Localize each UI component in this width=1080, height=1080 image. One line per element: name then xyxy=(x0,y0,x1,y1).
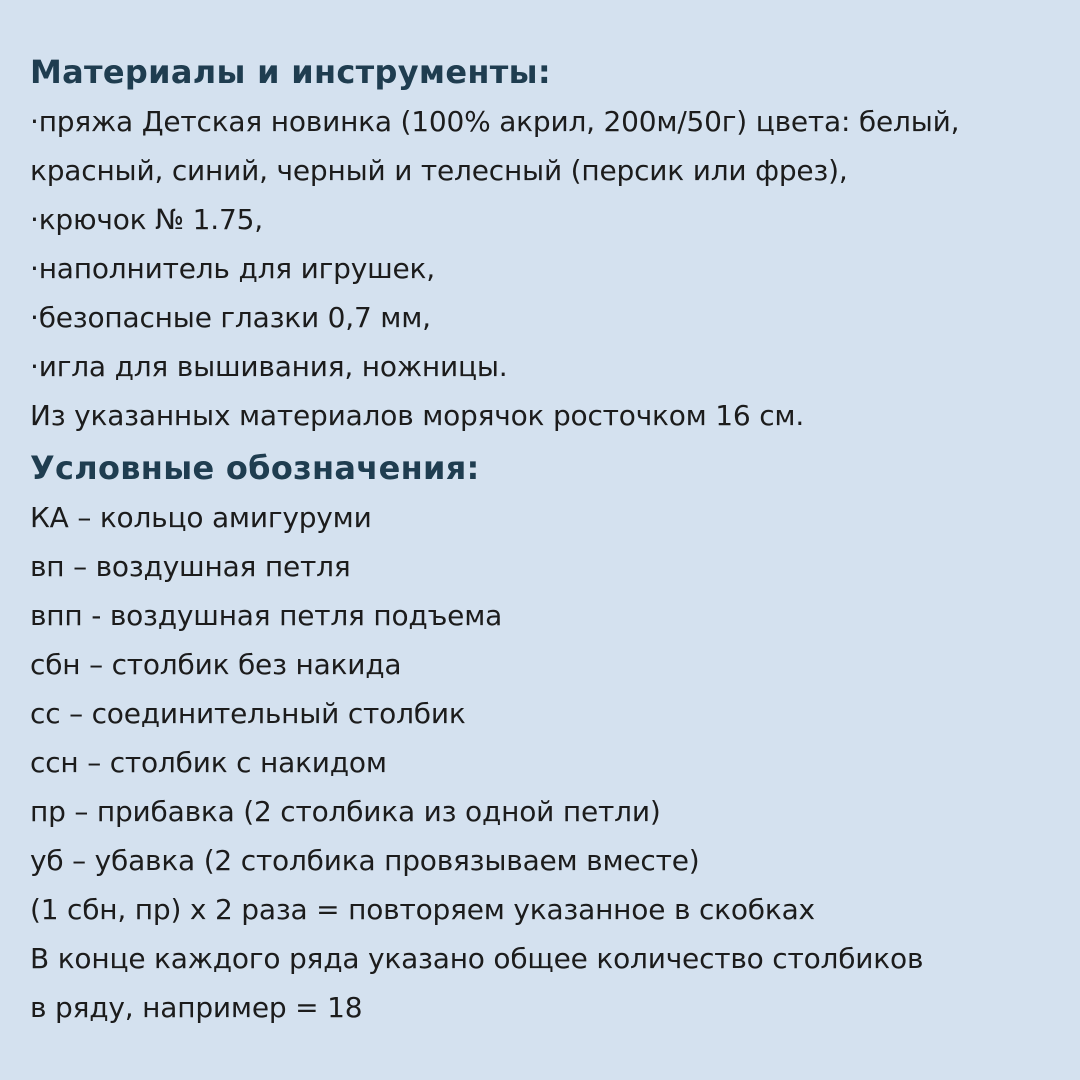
list-item: ·безопасные глазки 0,7 мм, xyxy=(30,301,431,334)
list-item: (1 сбн, пр) х 2 раза = повторяем указанное в скобках xyxy=(30,893,815,926)
list-item: КА – кольцо амигуруми xyxy=(30,501,372,534)
materials-heading: Материалы и инструменты: xyxy=(30,53,551,91)
list-item: ·игла для вышивания, ножницы. xyxy=(30,350,508,383)
list-item: сбн – столбик без накида xyxy=(30,648,402,681)
list-item: ·наполнитель для игрушек, xyxy=(30,252,435,285)
list-item: пр – прибавка (2 столбика из одной петли) xyxy=(30,795,661,828)
list-item: впп - воздушная петля подъема xyxy=(30,599,503,632)
list-item: ·крючок № 1.75, xyxy=(30,203,263,236)
list-item: ·пряжа Детская новинка (100% акрил, 200м/50г) цвета: белый, xyxy=(30,105,960,138)
list-item: сс – соединительный столбик xyxy=(30,697,466,730)
list-item: ссн – столбик с накидом xyxy=(30,746,387,779)
list-item: вп – воздушная петля xyxy=(30,550,351,583)
materials-list xyxy=(30,97,1060,440)
list-item: уб – убавка (2 столбика провязываем вместе) xyxy=(30,844,700,877)
size-note: Из указанных материалов морячок росточком 16 см. xyxy=(30,399,805,432)
list-item: в ряду, например = 18 xyxy=(30,991,363,1024)
legend-heading: Условные обозначения: xyxy=(30,449,480,487)
document xyxy=(30,48,1060,1032)
list-item: В конце каждого ряда указано общее количество столбиков xyxy=(30,942,924,975)
legend-list xyxy=(30,493,1060,1032)
list-item: красный, синий, черный и телесный (персик или фрез), xyxy=(30,154,848,187)
